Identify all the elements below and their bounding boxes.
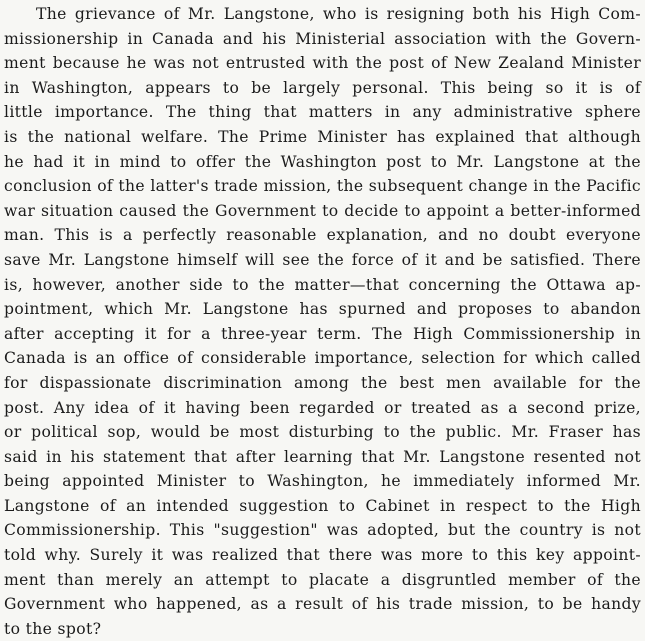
text-line: conclusion of the latter's trade mission, the subsequent change in the Pacific	[4, 177, 641, 196]
text-line: The grievance of Mr. Langstone, who is resigning both his High Com-	[36, 5, 641, 23]
text-line: is, however, another side to the matter—that concerning the Ottawa ap-	[4, 275, 641, 294]
text-line: is the national welfare. The Prime Minister has explained that although	[4, 127, 641, 146]
text-line: ment because he was not entrusted with the post of New Zealand Minister	[4, 54, 641, 73]
text-line: Langstone of an intended suggestion to Cabinet in respect to the High	[4, 496, 641, 515]
text-line: to the spot?	[4, 619, 102, 638]
text-line: Commissionership. This "suggestion" was adopted, but the country is not	[4, 521, 641, 540]
text-line: Government who happened, as a result of his trade mission, to be handy	[4, 595, 641, 614]
text-line: Canada is an office of considerable importance, selection for which called	[4, 349, 641, 368]
text-line: said in his statement that after learning that Mr. Langstone resented not	[4, 447, 641, 466]
text-line: save Mr. Langstone himself will see the force of it and be satisfied. There	[4, 250, 641, 269]
text-line: after accepting it for a three-year term. The High Commissionership in	[4, 324, 641, 343]
text-line: told why. Surely it was realized that there was more to this key appoint-	[4, 546, 641, 565]
text-line: war situation caused the Government to decide to appoint a better-informed	[4, 201, 641, 220]
text-line: ment than merely an attempt to placate a disgruntled member of the	[4, 570, 641, 589]
text-line: post. Any idea of it having been regarded or treated as a second prize,	[4, 398, 641, 417]
text-line: little importance. The thing that matters in any administrative sphere	[4, 103, 641, 122]
text-line: man. This is a perfectly reasonable explanation, and no doubt everyone	[4, 226, 641, 245]
text-line: in Washington, appears to be largely personal. This being so it is of	[4, 78, 641, 97]
text-line: or political sop, would be most disturbing to the public. Mr. Fraser has	[4, 423, 641, 442]
text-line: missionership in Canada and his Ministerial association with the Govern-	[4, 29, 641, 48]
text-line: he had it in mind to offer the Washington post to Mr. Langstone at the	[4, 152, 641, 171]
text-line: pointment, which Mr. Langstone has spurned and proposes to abandon	[4, 300, 641, 319]
text-line: being appointed Minister to Washington, he immediately informed Mr.	[4, 472, 641, 491]
article-paragraph	[4, 2, 641, 641]
text-line: for dispassionate discrimination among the best men available for the	[4, 373, 641, 392]
